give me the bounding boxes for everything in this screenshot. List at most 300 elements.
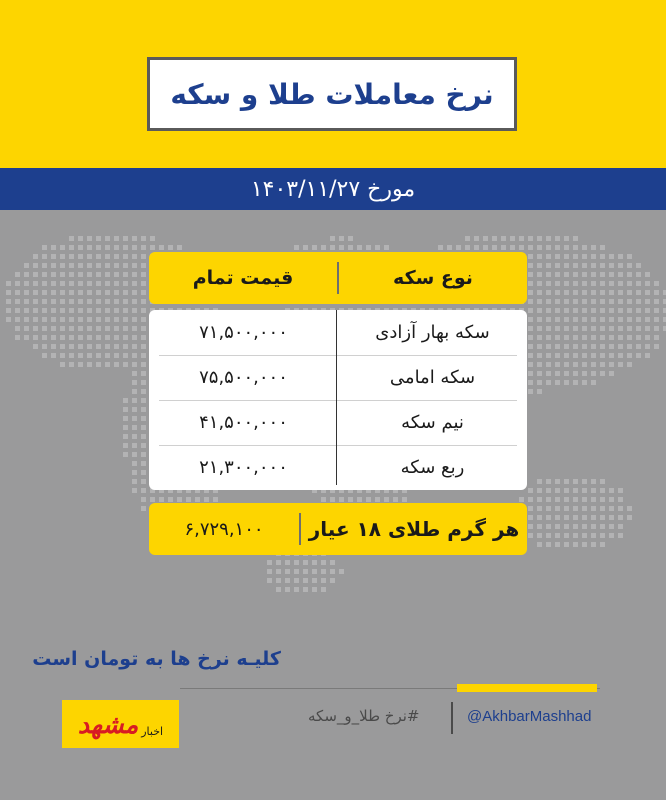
footer-accent (457, 684, 597, 692)
map-dot (564, 245, 569, 250)
map-dot (78, 290, 83, 295)
map-dot (267, 569, 272, 574)
map-dot (15, 326, 20, 331)
social-handle[interactable]: @AkhbarMashhad (467, 708, 592, 725)
map-dot (105, 335, 110, 340)
map-dot (600, 497, 605, 502)
map-dot (600, 281, 605, 286)
map-dot (141, 479, 146, 484)
map-dot (132, 254, 137, 259)
map-dot (537, 263, 542, 268)
map-dot (600, 317, 605, 322)
map-dot (492, 236, 497, 241)
map-dot (141, 380, 146, 385)
map-dot (546, 362, 551, 367)
map-dot (141, 290, 146, 295)
map-dot (33, 254, 38, 259)
map-dot (573, 254, 578, 259)
map-dot (600, 272, 605, 277)
map-dot (114, 335, 119, 340)
map-dot (537, 245, 542, 250)
map-dot (141, 344, 146, 349)
map-dot (24, 290, 29, 295)
map-dot (528, 533, 533, 538)
map-dot (528, 245, 533, 250)
map-dot (600, 533, 605, 538)
map-dot (582, 272, 587, 277)
map-dot (582, 335, 587, 340)
map-dot (591, 533, 596, 538)
map-dot (78, 254, 83, 259)
map-dot (51, 245, 56, 250)
map-dot (609, 533, 614, 538)
map-dot (123, 452, 128, 457)
map-dot (537, 353, 542, 358)
map-dot (330, 245, 335, 250)
map-dot (546, 263, 551, 268)
map-dot (528, 254, 533, 259)
map-dot (51, 263, 56, 268)
map-dot (573, 326, 578, 331)
map-dot (618, 515, 623, 520)
map-dot (510, 236, 515, 241)
map-dot (564, 290, 569, 295)
map-dot (654, 299, 659, 304)
map-dot (591, 308, 596, 313)
map-dot (141, 326, 146, 331)
map-dot (123, 362, 128, 367)
map-dot (276, 578, 281, 583)
map-dot (555, 380, 560, 385)
map-dot (141, 434, 146, 439)
map-dot (591, 353, 596, 358)
map-dot (645, 353, 650, 358)
map-dot (528, 488, 533, 493)
map-dot (60, 308, 65, 313)
map-dot (582, 326, 587, 331)
map-dot (114, 326, 119, 331)
map-dot (591, 281, 596, 286)
map-dot (609, 290, 614, 295)
map-dot (555, 254, 560, 259)
map-dot (96, 317, 101, 322)
map-dot (555, 542, 560, 547)
map-dot (114, 299, 119, 304)
map-dot (69, 236, 74, 241)
map-dot (618, 254, 623, 259)
map-dot (330, 236, 335, 241)
map-dot (564, 515, 569, 520)
map-dot (609, 299, 614, 304)
coin-type: نیم سکه (401, 412, 464, 433)
map-dot (546, 308, 551, 313)
map-dot (591, 488, 596, 493)
map-dot (141, 263, 146, 268)
map-dot (618, 533, 623, 538)
map-dot (528, 335, 533, 340)
map-dot (96, 245, 101, 250)
map-dot (339, 497, 344, 502)
map-dot (105, 245, 110, 250)
map-dot (141, 407, 146, 412)
map-dot (537, 524, 542, 529)
map-dot (87, 326, 92, 331)
map-dot (51, 344, 56, 349)
map-dot (267, 578, 272, 583)
map-dot (528, 353, 533, 358)
map-dot (42, 254, 47, 259)
map-dot (564, 335, 569, 340)
map-dot (96, 308, 101, 313)
map-dot (87, 299, 92, 304)
map-dot (573, 236, 578, 241)
map-dot (321, 587, 326, 592)
map-dot (582, 281, 587, 286)
map-dot (132, 389, 137, 394)
map-dot (42, 245, 47, 250)
map-dot (141, 281, 146, 286)
map-dot (33, 272, 38, 277)
map-dot (618, 299, 623, 304)
map-dot (555, 488, 560, 493)
map-dot (33, 263, 38, 268)
map-dot (42, 317, 47, 322)
map-dot (537, 380, 542, 385)
map-dot (339, 245, 344, 250)
map-dot (528, 497, 533, 502)
map-dot (618, 524, 623, 529)
map-dot (528, 308, 533, 313)
map-dot (123, 335, 128, 340)
map-dot (321, 497, 326, 502)
map-dot (555, 308, 560, 313)
map-dot (330, 497, 335, 502)
map-dot (618, 272, 623, 277)
map-dot (627, 362, 632, 367)
map-dot (528, 326, 533, 331)
map-dot (123, 353, 128, 358)
map-dot (627, 254, 632, 259)
map-dot (600, 254, 605, 259)
map-dot (528, 281, 533, 286)
map-dot (78, 299, 83, 304)
map-dot (555, 263, 560, 268)
map-dot (141, 362, 146, 367)
map-dot (582, 362, 587, 367)
map-dot (303, 569, 308, 574)
map-dot (573, 533, 578, 538)
map-dot (87, 263, 92, 268)
map-dot (24, 308, 29, 313)
map-dot (582, 245, 587, 250)
map-dot (591, 506, 596, 511)
map-dot (6, 281, 11, 286)
map-dot (618, 353, 623, 358)
map-dot (15, 299, 20, 304)
coin-price: ۷۱,۵۰۰,۰۰۰ (199, 322, 288, 343)
map-dot (366, 245, 371, 250)
map-dot (312, 587, 317, 592)
map-dot (654, 317, 659, 322)
title-box (147, 57, 517, 131)
gold-18k-label: هر گرم طلای ۱۸ عیار (308, 517, 520, 541)
map-dot (69, 281, 74, 286)
map-dot (555, 335, 560, 340)
brand-logo (62, 700, 179, 748)
map-dot (321, 578, 326, 583)
map-dot (69, 245, 74, 250)
map-dot (195, 497, 200, 502)
table-header (149, 252, 527, 304)
currency-note: کلیـه نرخ ها به تومان است (32, 648, 281, 670)
coin-price: ۲۱,۳۰۰,۰۰۰ (199, 457, 288, 478)
map-dot (600, 506, 605, 511)
map-dot (564, 362, 569, 367)
map-dot (312, 578, 317, 583)
map-dot (546, 353, 551, 358)
map-dot (537, 281, 542, 286)
map-dot (123, 281, 128, 286)
map-dot (519, 245, 524, 250)
map-dot (132, 281, 137, 286)
map-dot (609, 497, 614, 502)
map-dot (600, 263, 605, 268)
map-dot (123, 236, 128, 241)
map-dot (555, 353, 560, 358)
coin-price: ۴۱,۵۰۰,۰۰۰ (199, 412, 288, 433)
map-dot (555, 299, 560, 304)
map-dot (384, 497, 389, 502)
map-dot (132, 236, 137, 241)
map-dot (465, 236, 470, 241)
map-dot (51, 254, 56, 259)
map-dot (573, 542, 578, 547)
map-dot (294, 578, 299, 583)
map-dot (51, 290, 56, 295)
map-dot (528, 290, 533, 295)
map-dot (582, 488, 587, 493)
map-dot (537, 515, 542, 520)
map-dot (627, 299, 632, 304)
map-dot (15, 281, 20, 286)
map-dot (123, 245, 128, 250)
map-dot (537, 290, 542, 295)
map-dot (618, 488, 623, 493)
map-dot (87, 272, 92, 277)
map-dot (60, 290, 65, 295)
map-dot (591, 245, 596, 250)
map-dot (582, 344, 587, 349)
map-dot (564, 371, 569, 376)
map-dot (627, 326, 632, 331)
map-dot (564, 533, 569, 538)
map-dot (537, 533, 542, 538)
map-dot (600, 335, 605, 340)
map-dot (573, 380, 578, 385)
map-dot (24, 272, 29, 277)
map-dot (114, 245, 119, 250)
map-dot (564, 497, 569, 502)
map-dot (537, 542, 542, 547)
map-dot (285, 578, 290, 583)
map-dot (465, 245, 470, 250)
map-dot (123, 254, 128, 259)
map-dot (573, 497, 578, 502)
map-dot (591, 326, 596, 331)
map-dot (609, 353, 614, 358)
map-dot (537, 389, 542, 394)
map-dot (600, 308, 605, 313)
map-dot (42, 290, 47, 295)
map-dot (132, 380, 137, 385)
map-dot (132, 443, 137, 448)
map-dot (618, 290, 623, 295)
coin-type: ربع سکه (400, 457, 465, 478)
map-dot (69, 290, 74, 295)
map-dot (168, 497, 173, 502)
map-dot (69, 353, 74, 358)
map-dot (213, 497, 218, 502)
map-dot (132, 344, 137, 349)
map-dot (591, 497, 596, 502)
map-dot (114, 353, 119, 358)
header-divider (337, 262, 339, 294)
map-dot (627, 263, 632, 268)
map-dot (618, 506, 623, 511)
map-dot (582, 290, 587, 295)
map-dot (105, 326, 110, 331)
map-dot (24, 263, 29, 268)
map-dot (87, 335, 92, 340)
map-dot (51, 335, 56, 340)
map-dot (69, 263, 74, 268)
map-dot (132, 416, 137, 421)
map-dot (303, 560, 308, 565)
map-dot (51, 281, 56, 286)
map-dot (546, 380, 551, 385)
table-row (149, 400, 527, 445)
map-dot (636, 299, 641, 304)
map-dot (591, 254, 596, 259)
map-dot (609, 317, 614, 322)
map-dot (87, 344, 92, 349)
map-dot (573, 371, 578, 376)
map-dot (105, 272, 110, 277)
map-dot (60, 353, 65, 358)
map-dot (537, 236, 542, 241)
map-dot (582, 308, 587, 313)
map-dot (573, 362, 578, 367)
map-dot (42, 263, 47, 268)
map-dot (564, 488, 569, 493)
map-dot (636, 263, 641, 268)
map-dot (132, 308, 137, 313)
map-dot (600, 299, 605, 304)
map-dot (654, 290, 659, 295)
map-dot (591, 479, 596, 484)
map-dot (537, 479, 542, 484)
map-dot (393, 497, 398, 502)
map-dot (546, 299, 551, 304)
map-dot (141, 353, 146, 358)
map-dot (69, 299, 74, 304)
map-dot (69, 335, 74, 340)
map-dot (537, 506, 542, 511)
coin-type: سکه امامی (389, 367, 476, 388)
map-dot (366, 497, 371, 502)
map-dot (141, 371, 146, 376)
map-dot (555, 281, 560, 286)
map-dot (132, 398, 137, 403)
map-dot (573, 272, 578, 277)
map-dot (141, 506, 146, 511)
hashtag[interactable]: #نرخ طلا_و_سکه (308, 707, 420, 725)
map-dot (555, 533, 560, 538)
map-dot (96, 344, 101, 349)
map-dot (204, 497, 209, 502)
map-dot (132, 371, 137, 376)
map-dot (609, 344, 614, 349)
map-dot (546, 542, 551, 547)
map-dot (159, 497, 164, 502)
map-dot (645, 317, 650, 322)
map-dot (528, 362, 533, 367)
map-dot (87, 353, 92, 358)
map-dot (627, 506, 632, 511)
map-dot (528, 272, 533, 277)
map-dot (330, 569, 335, 574)
map-dot (339, 569, 344, 574)
map-dot (60, 263, 65, 268)
map-dot (528, 236, 533, 241)
map-dot (645, 326, 650, 331)
map-dot (141, 299, 146, 304)
map-dot (636, 308, 641, 313)
map-dot (636, 326, 641, 331)
map-dot (573, 308, 578, 313)
map-dot (114, 272, 119, 277)
map-dot (573, 488, 578, 493)
map-dot (537, 308, 542, 313)
map-dot (96, 236, 101, 241)
map-dot (132, 335, 137, 340)
map-dot (591, 515, 596, 520)
logo-subtext: اخبار (141, 725, 164, 738)
map-dot (555, 506, 560, 511)
map-dot (276, 569, 281, 574)
map-dot (87, 281, 92, 286)
map-dot (141, 236, 146, 241)
map-dot (627, 335, 632, 340)
map-dot (591, 371, 596, 376)
map-dot (537, 299, 542, 304)
map-dot (105, 344, 110, 349)
map-dot (609, 272, 614, 277)
map-dot (141, 461, 146, 466)
map-dot (555, 515, 560, 520)
map-dot (141, 452, 146, 457)
map-dot (609, 371, 614, 376)
map-dot (69, 308, 74, 313)
map-dot (600, 362, 605, 367)
price-table (149, 310, 527, 490)
map-dot (573, 524, 578, 529)
map-dot (78, 353, 83, 358)
map-dot (285, 587, 290, 592)
gold-18k-price: ۶,۷۲۹,۱۰۰ (184, 518, 264, 540)
map-dot (555, 317, 560, 322)
map-dot (528, 515, 533, 520)
